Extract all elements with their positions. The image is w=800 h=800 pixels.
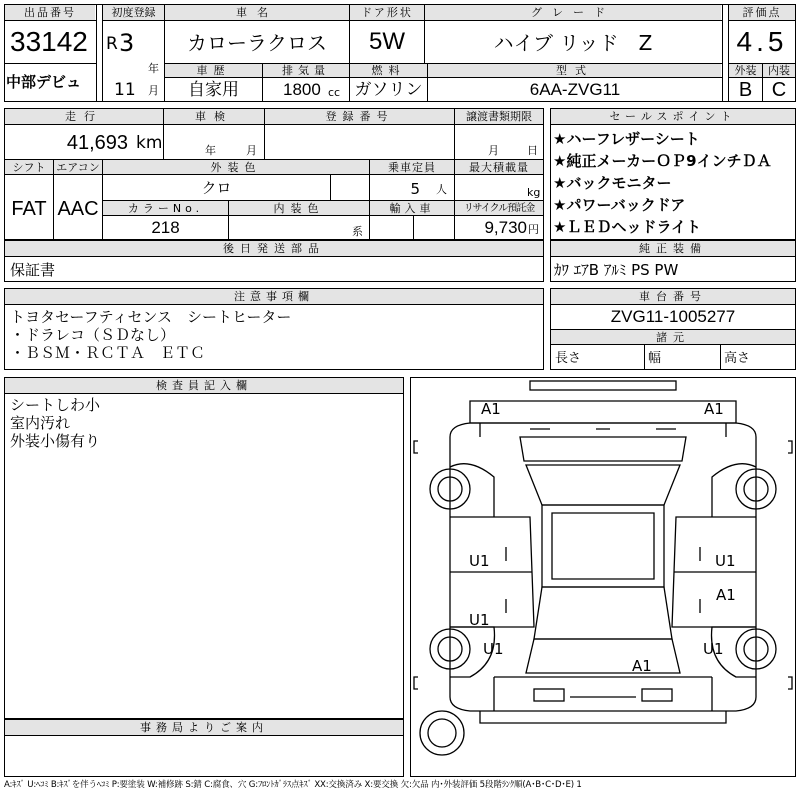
venue-name: 中部デビュ	[6, 73, 82, 91]
caution-line: トヨタセーフティセンス シートヒーター	[10, 308, 292, 326]
grade: ハイブ リッド Z	[493, 31, 653, 55]
width-label: 幅	[648, 351, 662, 366]
displacement-label: 排気量	[282, 64, 330, 77]
mileage-label: 走行	[65, 110, 103, 123]
damage-mark: A1	[704, 400, 724, 418]
caution-line: ・ＢＳＭ・ＲＣＴＡ ＥＴＣ	[10, 344, 206, 362]
inspection-label: 車検	[195, 110, 233, 123]
sales-points-list	[553, 128, 795, 238]
int-color-unit: 系	[352, 225, 363, 238]
inspector-line: 室内汚れ	[10, 414, 71, 432]
era-letter: R	[106, 34, 118, 54]
damage-mark: U1	[469, 552, 490, 570]
car-diagram-icon	[410, 377, 796, 777]
legend-text: A:ｷｽﾞ U:ﾍｺﾐ B:ｷｽﾞを伴うﾍｺﾐ P:要塗装 W:補修跡 S:錆 C:腐食、穴 G:ﾌﾛﾝﾄｶﾞﾗｽ点ｷｽﾞ XX:交換済み X:要交換 欠:欠品 内･外装評価 5段階ﾗﾝｸ順(A･B･C･D･E) 1	[4, 780, 582, 790]
inspection-month-unit: 月	[246, 144, 257, 157]
first-reg-label: 初度登録	[111, 6, 156, 19]
inspector-lines	[10, 396, 400, 450]
transfer-day-unit: 日	[527, 144, 538, 157]
fuel-type: ガソリン	[354, 80, 423, 100]
ext-color-value: クロ	[201, 179, 232, 197]
shipping-value: 保証書	[10, 261, 56, 279]
ext-color-label: 外装色	[210, 161, 262, 174]
first-reg-month: 11	[114, 80, 136, 100]
vehicle-history: 自家用	[188, 80, 239, 100]
color-no-value: 218	[151, 218, 180, 237]
color-no-label: カラーNo.	[127, 202, 204, 215]
damage-mark: U1	[703, 640, 724, 658]
sales-point-item: ★純正メーカーＯＰ9インチＤＡ	[553, 152, 772, 170]
door-type: 5W	[369, 28, 405, 55]
lot-no-label: 出品番号	[24, 6, 76, 19]
length-label: 長さ	[555, 351, 582, 366]
car-name-label: 車名	[236, 6, 278, 19]
inspector-line: 外装小傷有り	[10, 432, 101, 450]
import-label: 輸入車	[389, 202, 435, 215]
ac-value: AAC	[57, 198, 99, 220]
damage-mark: U1	[483, 640, 504, 658]
sales-point-item: ★ＬＥＤヘッドライト	[553, 218, 701, 236]
history-label: 車歴	[196, 64, 231, 77]
lot-number: 33142	[10, 26, 88, 57]
int-color-label: 内装色	[273, 202, 325, 215]
fuel-label: 燃料	[371, 64, 406, 77]
damage-mark: A1	[716, 586, 736, 604]
sales-point-item: ★パワーバックドア	[553, 196, 686, 214]
damage-mark: A1	[632, 657, 652, 675]
exterior-grade: B	[738, 79, 753, 101]
capacity-value: 5	[410, 180, 420, 198]
shipping-label: 後日発送部品	[223, 242, 325, 255]
model-code: 6AA-ZVG11	[529, 80, 621, 99]
sales-points-label: セールスポイント	[609, 110, 737, 123]
max-load-unit: kg	[527, 186, 541, 199]
inspection-year-unit: 年	[205, 144, 216, 157]
damage-mark: A1	[481, 400, 501, 418]
chassis-label: 車台番号	[639, 290, 707, 303]
recycle-label: リサイクル預託金	[463, 203, 535, 214]
office-label: 事務局よりご案内	[140, 721, 268, 734]
dims-label: 諸元	[656, 331, 690, 344]
model-label: 型式	[556, 64, 594, 77]
recycle-unit: 円	[528, 223, 539, 236]
sales-point-item: ★バックモニター	[553, 174, 672, 192]
month-unit: 月	[148, 84, 159, 97]
damage-mark: U1	[715, 552, 736, 570]
displacement-value: 1800	[283, 80, 321, 99]
capacity-label: 乗車定員	[388, 161, 436, 174]
damage-mark: U1	[469, 611, 490, 629]
first-reg-year: 3	[119, 30, 135, 56]
height-label: 高さ	[724, 351, 751, 366]
equipment-label: 純正装備	[639, 242, 707, 255]
ac-label: エアコン	[56, 161, 100, 174]
interior-grade: C	[771, 79, 787, 101]
equipment-value: ｶﾜ ｴｱB ｱﾙﾐ PS PW	[554, 261, 679, 279]
shift-label: シフト	[12, 161, 46, 174]
grade-label: グレード	[531, 6, 615, 19]
score-label: 評価点	[742, 6, 782, 19]
car-name: カローラクロス	[187, 31, 327, 55]
max-load-label: 最大積載量	[469, 161, 529, 174]
transfer-month-unit: 月	[488, 144, 499, 157]
caution-line: ・ドラレコ（ＳＤなし）	[10, 326, 176, 344]
mileage-unit: km	[136, 133, 162, 153]
door-label: ドア形状	[361, 6, 413, 19]
reg-no-label: 登録番号	[325, 110, 394, 123]
year-unit: 年	[148, 62, 159, 75]
overall-score: 4.5	[736, 26, 788, 57]
sales-point-item: ★ハーフレザーシート	[553, 130, 700, 148]
transfer-label: 譲渡書類期限	[466, 110, 532, 123]
interior-label: 内装	[768, 64, 790, 77]
inspector-line: シートしわ小	[10, 396, 101, 414]
recycle-value: 9,730	[484, 218, 527, 237]
exterior-label: 外装	[734, 64, 757, 77]
displacement-unit: cc	[328, 86, 341, 99]
caution-label: 注意事項欄	[234, 290, 314, 303]
mileage-value: 41,693	[66, 132, 128, 154]
inspector-label: 検査員記入欄	[156, 379, 252, 392]
capacity-unit: 人	[436, 183, 447, 196]
caution-lines	[10, 308, 540, 362]
shift-value: FAT	[11, 198, 47, 220]
chassis-number: ZVG11-1005277	[610, 307, 736, 326]
